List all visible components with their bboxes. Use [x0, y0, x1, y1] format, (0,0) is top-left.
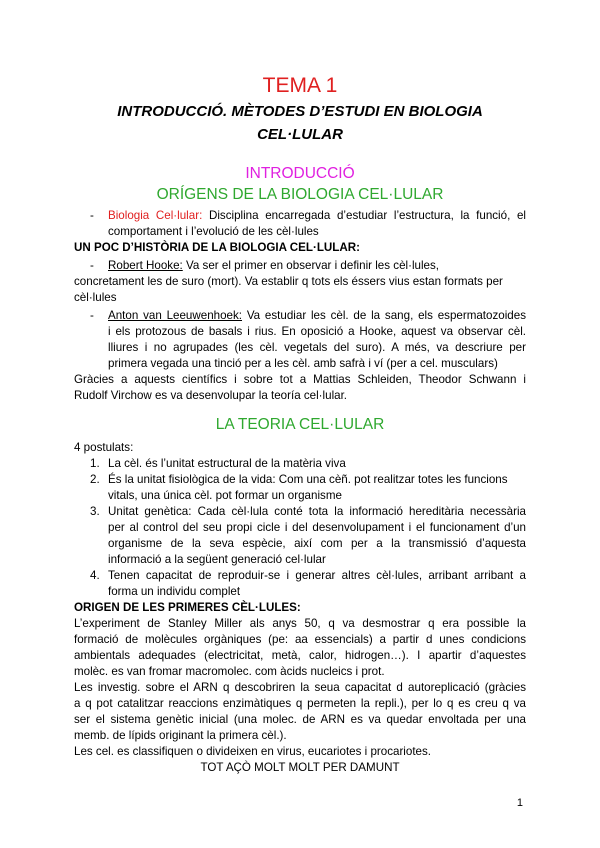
leeu-text: Va estudiar les cèl. de la sang, els espermatozoides: [246, 309, 526, 322]
postulate-4-line-2: forma un individu complet: [108, 585, 241, 598]
page-title: TEMA 1: [262, 74, 338, 97]
arn-line-2: a q pot catalitzar reaccions enzimàtiques q permeten la repli.), per lo q es creu q va: [74, 697, 526, 710]
leeu-line-2: i els protozous de basals i rius. En oposició a Hooke, aquest va observar cèl.: [108, 325, 526, 338]
miller-line-3: ambientals adequades (electricitat, metà, calor, hidrogen…). I apartir d’aquestes: [74, 649, 526, 662]
origin-heading: ORIGEN DE LES PRIMERES CÈL·LULES:: [74, 601, 301, 614]
thanks-line-1: Gràcies a aquests científics i sobre tot a Mattias Schleiden, Theodor Schwann i: [74, 373, 526, 386]
postulate-4-line-1: Tenen capacitat de reproduir-se i generar altres cèl·lules, arribant arribant a: [108, 569, 526, 582]
postulate-number: 3.: [90, 505, 100, 518]
hooke-name: Robert Hooke:: [108, 259, 183, 272]
closing-line: TOT AÇÒ MOLT MOLT PER DAMUNT: [200, 761, 400, 774]
bio-definition-line-2: comportament i l’evolució de les cèl·lules: [108, 225, 319, 238]
section-heading-intro: INTRODUCCIÓ: [245, 165, 355, 182]
history-heading: UN POC D’HISTÒRIA DE LA BIOLOGIA CEL·LULAR:: [74, 241, 360, 254]
leeu-name: Anton van Leeuwenhoek:: [108, 309, 243, 322]
miller-line-1: L’experiment de Stanley Miller als anys 50, q va desmostrar q era possible la: [74, 617, 526, 630]
thanks-line-2: Rudolf Virchow es va desenvolupar la teoría cel·lular.: [74, 389, 348, 402]
subtitle-line-2: CEL·LULAR: [257, 126, 343, 143]
hooke-text: Va ser el primer en observar i definir les cèl·lules,: [186, 259, 440, 272]
hooke-line-2: concretament les de suro (mort). Va establir q tots els éssers vius estan formats per: [74, 275, 503, 288]
dash-bullet: -: [90, 209, 94, 222]
bio-definition-line-1: [108, 208, 526, 224]
arn-line-1: Les investig. sobre el ARN q descobriren la seua capacitat d autoreplicació (gràcies: [74, 681, 526, 694]
leeu-line-3: lliures i no agrupades (les cèl. vegetals del suro). A més, va descriure per: [108, 341, 526, 354]
postulate-3-line-3: organisme de la seva espècie, així com per a la transmissió d’aquesta: [108, 537, 526, 550]
postulate-number: 2.: [90, 473, 100, 486]
subtitle-line-1: INTRODUCCIÓ. MÈTODES D’ESTUDI EN BIOLOGIA: [117, 103, 483, 120]
dash-bullet: -: [90, 309, 94, 322]
postulates-intro: 4 postulats:: [74, 441, 134, 454]
leeu-line-1: [108, 308, 526, 324]
classify-line: Les cel. es classifiquen o divideixen en virus, eucariotes i procariotes.: [74, 745, 432, 758]
section-heading-origins: ORÍGENS DE LA BIOLOGIA CEL·LULAR: [156, 186, 444, 203]
postulate-3-line-1: Unitat genètica: Cada cèl·lula conté tota la informació hereditària necessària: [108, 505, 526, 518]
postulate-number: 1.: [90, 457, 100, 470]
miller-line-2: formació de molècules orgàniques (pe: aa essencials) a partir d unes condicions: [74, 633, 526, 646]
hooke-line-3: cèl·lules: [74, 291, 117, 304]
hooke-line-1: [108, 258, 439, 274]
dash-bullet: -: [90, 259, 94, 272]
leeu-line-4: primera vegada una tinció per a les cèl. amb safrà i ví (per a cel. musculars): [108, 357, 498, 370]
postulate-3-line-2: per al control del seu propi cicle i del desenvolupament i el funcionament d’un: [108, 521, 526, 534]
postulate-1-line-1: La cèl. és l’unitat estructural de la matèria viva: [108, 457, 346, 470]
section-heading-theory: LA TEORIA CEL·LULAR: [215, 416, 385, 433]
miller-line-4: molèc. es van fromar macromolec. com àcids nucleics i prot.: [74, 665, 385, 678]
arn-line-3: ser el sistema genètic inicial (una molec. de ARN es va quedar envoltada per una: [74, 713, 526, 726]
postulate-number: 4.: [90, 569, 100, 582]
bio-definition-text: Disciplina encarregada d’estudiar l’estructura, la funció, el: [208, 209, 526, 222]
postulate-2-line-2: vitals, una única cèl. pot formar un organisme: [108, 489, 342, 502]
page-number: 1: [516, 797, 523, 809]
bio-term: Biologia Cel·lular:: [108, 209, 203, 222]
arn-line-4: memb. de lípids originant la primera cèl.).: [74, 729, 287, 742]
postulate-2-line-1: És la unitat fisiològica de la vida: Com una cèñ. pot realitzar totes les funcions: [108, 473, 508, 486]
postulate-3-line-4: informació a la següent generació cel·lular: [108, 553, 326, 566]
